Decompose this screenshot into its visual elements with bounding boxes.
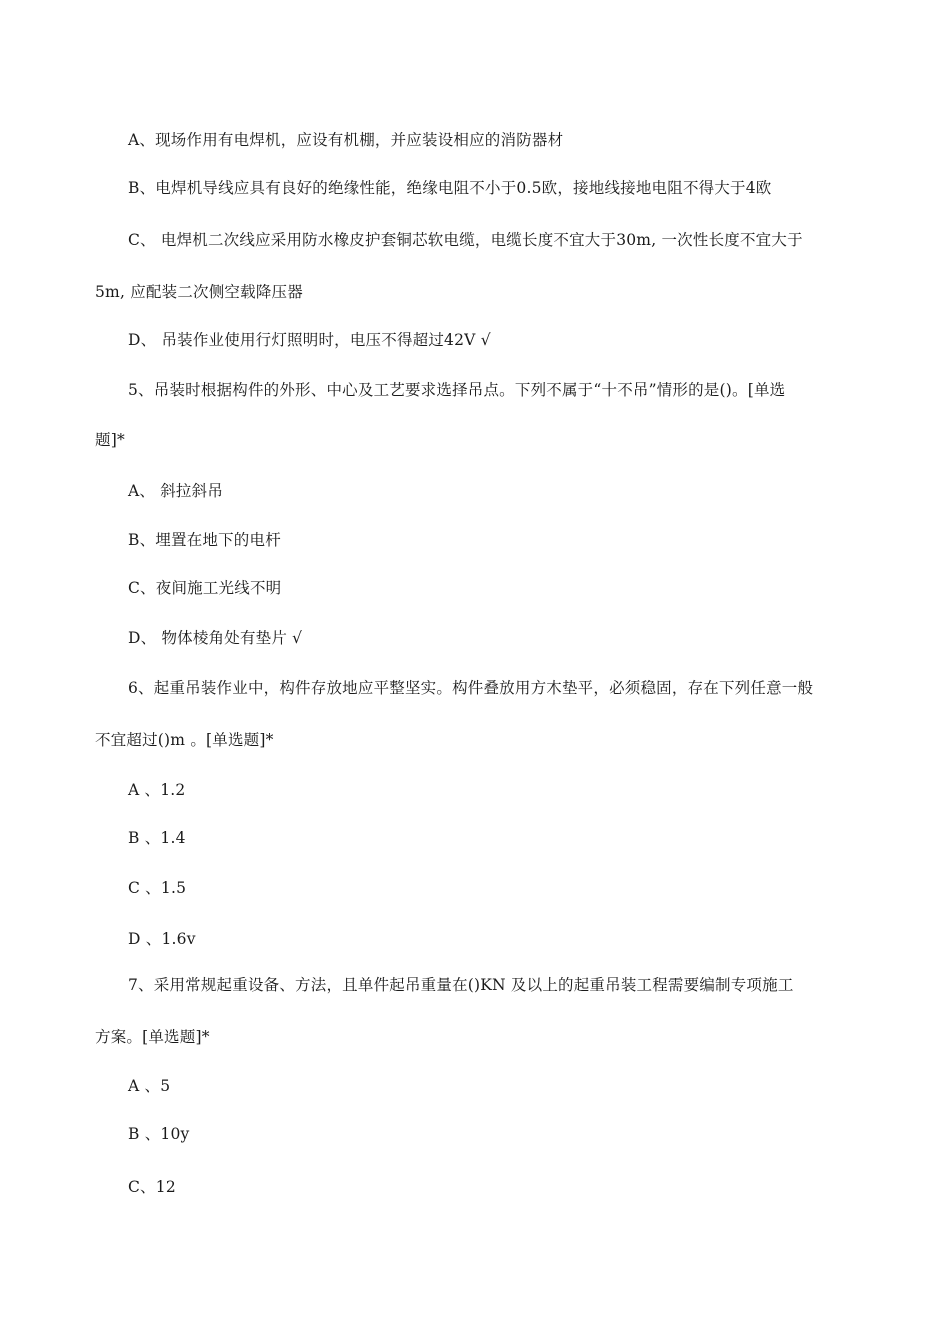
q5-option-d: D、 物体棱角处有垫片 √ xyxy=(128,629,303,647)
q7-question-continued: 方案。[单选题]* xyxy=(95,1028,210,1046)
q7-option-c: C、12 xyxy=(128,1178,176,1196)
q7-option-b: B 、10y xyxy=(128,1125,190,1143)
q4-option-a: A、现场作用有电焊机，应设有机棚，并应装设相应的消防器材 xyxy=(128,131,564,149)
q5-option-c: C、夜间施工光线不明 xyxy=(128,579,282,597)
q4-option-b: B、电焊机导线应具有良好的绝缘性能，绝缘电阻不小于0.5欧，接地线接地电阻不得大于4欧 xyxy=(128,179,772,197)
q4-option-c-continued: 5m, 应配装二次侧空载降压器 xyxy=(95,283,303,301)
q6-option-b: B 、1.4 xyxy=(128,829,186,847)
q5-question: 5、吊装时根据构件的外形、中心及工艺要求选择吊点。下列不属于“十不吊”情形的是()。[单选 xyxy=(128,381,786,399)
q7-question: 7、采用常规起重设备、方法，且单件起吊重量在()KN 及以上的起重吊装工程需要编制专项施工 xyxy=(128,976,794,994)
q6-option-c: C 、1.5 xyxy=(128,879,187,897)
q4-option-d: D、 吊装作业使用行灯照明时，电压不得超过42V √ xyxy=(128,331,491,349)
q4-option-c: C、 电焊机二次线应采用防水橡皮护套铜芯软电缆，电缆长度不宜大于30m, 一次性长度不宜大于 xyxy=(128,231,803,249)
q5-option-a: A、 斜拉斜吊 xyxy=(128,482,224,500)
q6-question: 6、起重吊装作业中，构件存放地应平整坚实。构件叠放用方木垫平，必须稳固，存在下列任意一般 xyxy=(128,679,814,697)
q5-question-continued: 题]* xyxy=(95,431,125,449)
q7-option-a: A 、5 xyxy=(128,1077,171,1095)
q5-option-b: B、埋置在地下的电杆 xyxy=(128,531,281,549)
q6-question-continued: 不宜超过()m 。[单选题]* xyxy=(95,731,274,749)
q6-option-a: A 、1.2 xyxy=(128,781,186,799)
q6-option-d: D 、1.6v xyxy=(128,930,196,948)
